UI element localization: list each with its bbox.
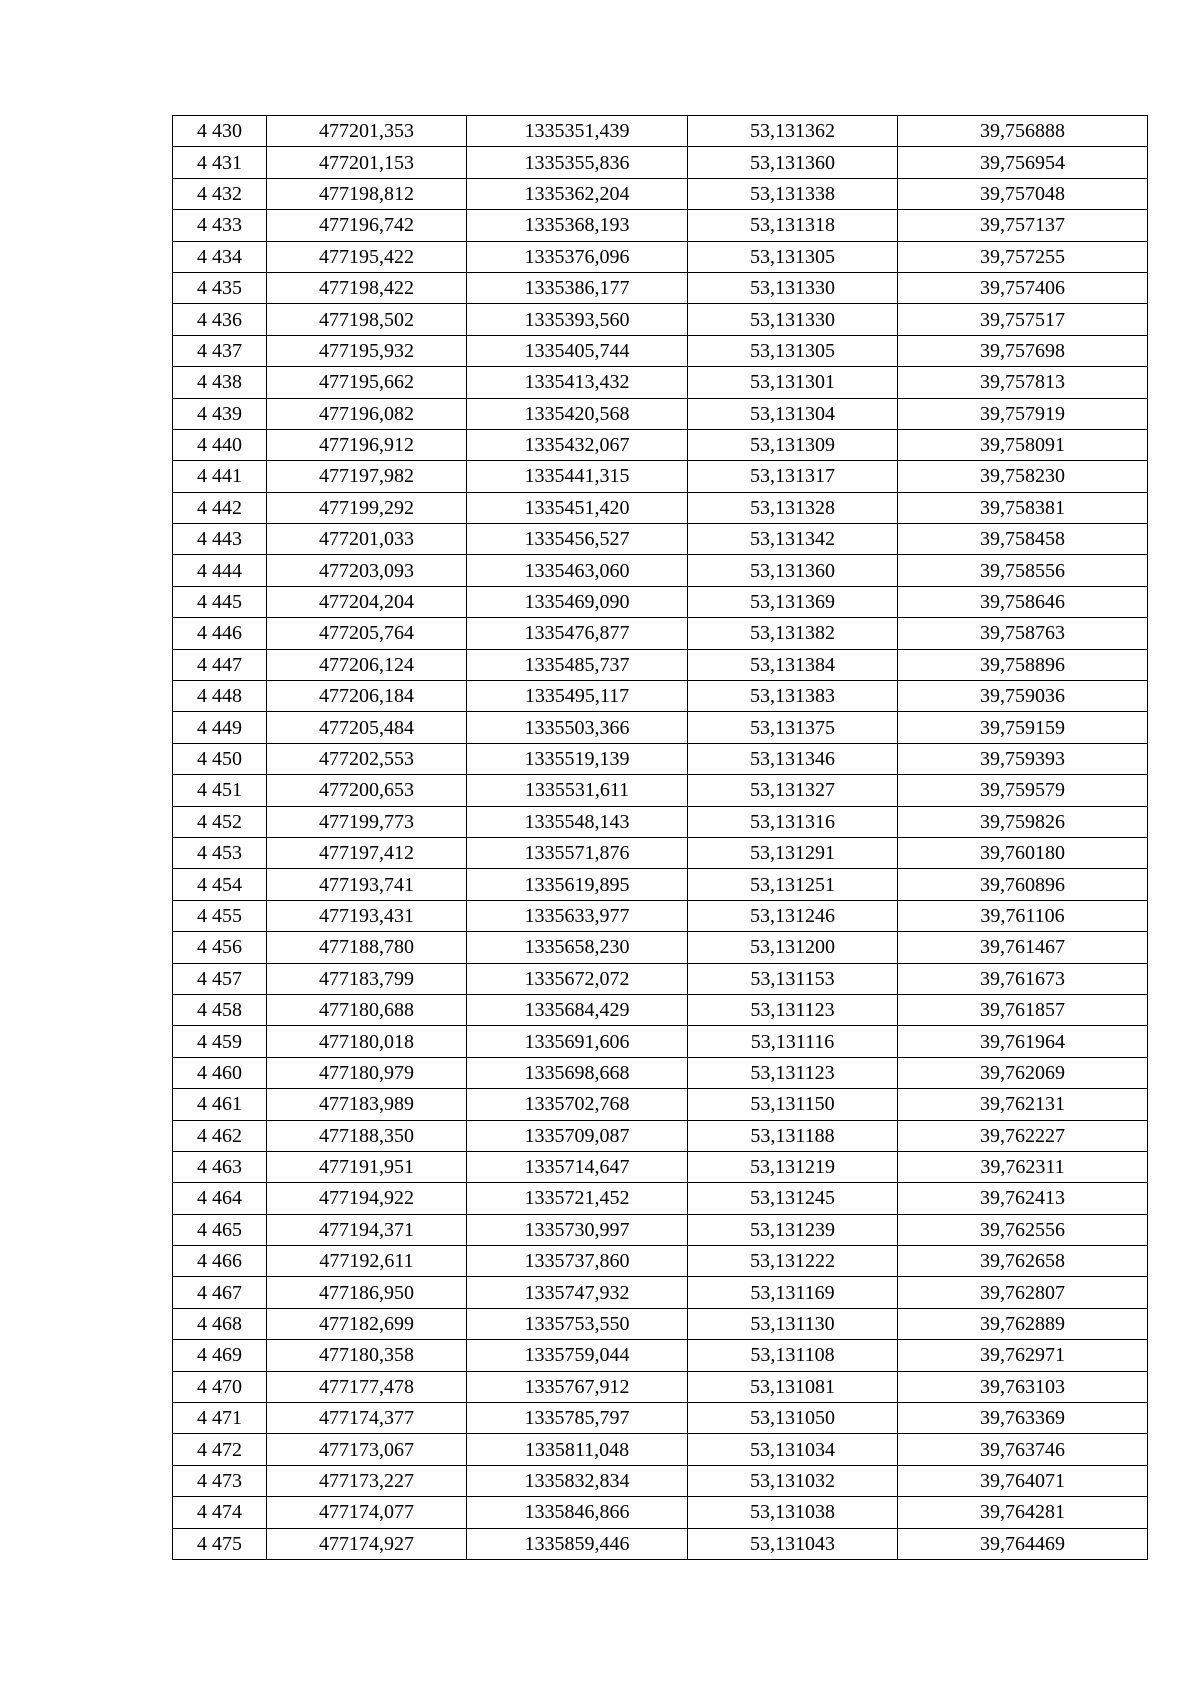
table-row (173, 1528, 1148, 1559)
x-coordinate-cell: 477198,422 (267, 272, 467, 303)
table-row (173, 1465, 1148, 1496)
latitude-cell: 53,131309 (688, 429, 898, 460)
point-number-cell: 4 449 (173, 712, 267, 743)
longitude-cell: 39,759826 (898, 806, 1148, 837)
point-number-cell: 4 450 (173, 743, 267, 774)
table-row (173, 147, 1148, 178)
table-row (173, 1277, 1148, 1308)
longitude-cell: 39,761964 (898, 1026, 1148, 1057)
table-row (173, 649, 1148, 680)
y-coordinate-cell: 1335619,895 (467, 869, 688, 900)
latitude-cell: 53,131130 (688, 1308, 898, 1339)
longitude-cell: 39,758458 (898, 524, 1148, 555)
longitude-cell: 39,763369 (898, 1403, 1148, 1434)
longitude-cell: 39,762413 (898, 1183, 1148, 1214)
y-coordinate-cell: 1335376,096 (467, 241, 688, 272)
longitude-cell: 39,761857 (898, 994, 1148, 1025)
latitude-cell: 53,131219 (688, 1151, 898, 1182)
x-coordinate-cell: 477192,611 (267, 1246, 467, 1277)
x-coordinate-cell: 477201,353 (267, 116, 467, 147)
y-coordinate-cell: 1335451,420 (467, 492, 688, 523)
point-number-cell: 4 463 (173, 1151, 267, 1182)
point-number-cell: 4 444 (173, 555, 267, 586)
longitude-cell: 39,757813 (898, 367, 1148, 398)
y-coordinate-cell: 1335485,737 (467, 649, 688, 680)
x-coordinate-cell: 477182,699 (267, 1308, 467, 1339)
longitude-cell: 39,759036 (898, 681, 1148, 712)
y-coordinate-cell: 1335432,067 (467, 429, 688, 460)
longitude-cell: 39,757517 (898, 304, 1148, 335)
point-number-cell: 4 456 (173, 932, 267, 963)
x-coordinate-cell: 477183,799 (267, 963, 467, 994)
y-coordinate-cell: 1335785,797 (467, 1403, 688, 1434)
y-coordinate-cell: 1335811,048 (467, 1434, 688, 1465)
longitude-cell: 39,756954 (898, 147, 1148, 178)
point-number-cell: 4 440 (173, 429, 267, 460)
table-row (173, 1026, 1148, 1057)
table-row (173, 1308, 1148, 1339)
latitude-cell: 53,131330 (688, 272, 898, 303)
latitude-cell: 53,131043 (688, 1528, 898, 1559)
y-coordinate-cell: 1335476,877 (467, 618, 688, 649)
table-row (173, 1057, 1148, 1088)
longitude-cell: 39,761467 (898, 932, 1148, 963)
latitude-cell: 53,131123 (688, 1057, 898, 1088)
x-coordinate-cell: 477180,979 (267, 1057, 467, 1088)
latitude-cell: 53,131150 (688, 1089, 898, 1120)
x-coordinate-cell: 477206,184 (267, 681, 467, 712)
y-coordinate-cell: 1335859,446 (467, 1528, 688, 1559)
longitude-cell: 39,762556 (898, 1214, 1148, 1245)
point-number-cell: 4 462 (173, 1120, 267, 1151)
y-coordinate-cell: 1335393,560 (467, 304, 688, 335)
point-number-cell: 4 436 (173, 304, 267, 335)
y-coordinate-cell: 1335405,744 (467, 335, 688, 366)
x-coordinate-cell: 477199,292 (267, 492, 467, 523)
x-coordinate-cell: 477198,812 (267, 178, 467, 209)
point-number-cell: 4 446 (173, 618, 267, 649)
x-coordinate-cell: 477197,412 (267, 837, 467, 868)
point-number-cell: 4 457 (173, 963, 267, 994)
longitude-cell: 39,757919 (898, 398, 1148, 429)
x-coordinate-cell: 477183,989 (267, 1089, 467, 1120)
longitude-cell: 39,756888 (898, 116, 1148, 147)
point-number-cell: 4 451 (173, 775, 267, 806)
x-coordinate-cell: 477200,653 (267, 775, 467, 806)
x-coordinate-cell: 477195,422 (267, 241, 467, 272)
y-coordinate-cell: 1335698,668 (467, 1057, 688, 1088)
y-coordinate-cell: 1335503,366 (467, 712, 688, 743)
longitude-cell: 39,757255 (898, 241, 1148, 272)
point-number-cell: 4 465 (173, 1214, 267, 1245)
table-row (173, 116, 1148, 147)
x-coordinate-cell: 477186,950 (267, 1277, 467, 1308)
table-row (173, 398, 1148, 429)
point-number-cell: 4 468 (173, 1308, 267, 1339)
point-number-cell: 4 460 (173, 1057, 267, 1088)
latitude-cell: 53,131304 (688, 398, 898, 429)
longitude-cell: 39,760180 (898, 837, 1148, 868)
latitude-cell: 53,131342 (688, 524, 898, 555)
latitude-cell: 53,131328 (688, 492, 898, 523)
x-coordinate-cell: 477188,780 (267, 932, 467, 963)
latitude-cell: 53,131246 (688, 900, 898, 931)
latitude-cell: 53,131245 (688, 1183, 898, 1214)
x-coordinate-cell: 477199,773 (267, 806, 467, 837)
longitude-cell: 39,758896 (898, 649, 1148, 680)
latitude-cell: 53,131291 (688, 837, 898, 868)
latitude-cell: 53,131108 (688, 1340, 898, 1371)
x-coordinate-cell: 477196,082 (267, 398, 467, 429)
table-row (173, 1214, 1148, 1245)
y-coordinate-cell: 1335469,090 (467, 586, 688, 617)
longitude-cell: 39,757048 (898, 178, 1148, 209)
y-coordinate-cell: 1335684,429 (467, 994, 688, 1025)
x-coordinate-cell: 477173,227 (267, 1465, 467, 1496)
table-row (173, 994, 1148, 1025)
latitude-cell: 53,131169 (688, 1277, 898, 1308)
x-coordinate-cell: 477201,153 (267, 147, 467, 178)
longitude-cell: 39,757406 (898, 272, 1148, 303)
table-row (173, 1183, 1148, 1214)
x-coordinate-cell: 477180,018 (267, 1026, 467, 1057)
point-number-cell: 4 469 (173, 1340, 267, 1371)
y-coordinate-cell: 1335368,193 (467, 210, 688, 241)
table-row (173, 304, 1148, 335)
longitude-cell: 39,758381 (898, 492, 1148, 523)
longitude-cell: 39,758556 (898, 555, 1148, 586)
table-row (173, 555, 1148, 586)
x-coordinate-cell: 477194,371 (267, 1214, 467, 1245)
latitude-cell: 53,131375 (688, 712, 898, 743)
longitude-cell: 39,762311 (898, 1151, 1148, 1182)
longitude-cell: 39,764071 (898, 1465, 1148, 1496)
longitude-cell: 39,757137 (898, 210, 1148, 241)
y-coordinate-cell: 1335691,606 (467, 1026, 688, 1057)
longitude-cell: 39,763103 (898, 1371, 1148, 1402)
y-coordinate-cell: 1335351,439 (467, 116, 688, 147)
point-number-cell: 4 471 (173, 1403, 267, 1434)
table-row (173, 806, 1148, 837)
latitude-cell: 53,131123 (688, 994, 898, 1025)
point-number-cell: 4 441 (173, 461, 267, 492)
y-coordinate-cell: 1335362,204 (467, 178, 688, 209)
x-coordinate-cell: 477174,927 (267, 1528, 467, 1559)
latitude-cell: 53,131360 (688, 555, 898, 586)
y-coordinate-cell: 1335753,550 (467, 1308, 688, 1339)
longitude-cell: 39,761673 (898, 963, 1148, 994)
x-coordinate-cell: 477180,358 (267, 1340, 467, 1371)
longitude-cell: 39,762069 (898, 1057, 1148, 1088)
latitude-cell: 53,131316 (688, 806, 898, 837)
longitude-cell: 39,758646 (898, 586, 1148, 617)
table-row (173, 429, 1148, 460)
longitude-cell: 39,759159 (898, 712, 1148, 743)
latitude-cell: 53,131081 (688, 1371, 898, 1402)
table-row (173, 272, 1148, 303)
y-coordinate-cell: 1335658,230 (467, 932, 688, 963)
x-coordinate-cell: 477198,502 (267, 304, 467, 335)
table-row (173, 1497, 1148, 1528)
x-coordinate-cell: 477177,478 (267, 1371, 467, 1402)
longitude-cell: 39,762807 (898, 1277, 1148, 1308)
x-coordinate-cell: 477174,077 (267, 1497, 467, 1528)
point-number-cell: 4 453 (173, 837, 267, 868)
table-row (173, 241, 1148, 272)
point-number-cell: 4 459 (173, 1026, 267, 1057)
y-coordinate-cell: 1335747,932 (467, 1277, 688, 1308)
longitude-cell: 39,762227 (898, 1120, 1148, 1151)
point-number-cell: 4 461 (173, 1089, 267, 1120)
latitude-cell: 53,131338 (688, 178, 898, 209)
point-number-cell: 4 473 (173, 1465, 267, 1496)
latitude-cell: 53,131038 (688, 1497, 898, 1528)
x-coordinate-cell: 477205,484 (267, 712, 467, 743)
longitude-cell: 39,762971 (898, 1340, 1148, 1371)
x-coordinate-cell: 477180,688 (267, 994, 467, 1025)
point-number-cell: 4 435 (173, 272, 267, 303)
y-coordinate-cell: 1335709,087 (467, 1120, 688, 1151)
point-number-cell: 4 439 (173, 398, 267, 429)
point-number-cell: 4 448 (173, 681, 267, 712)
longitude-cell: 39,761106 (898, 900, 1148, 931)
longitude-cell: 39,764281 (898, 1497, 1148, 1528)
y-coordinate-cell: 1335441,315 (467, 461, 688, 492)
y-coordinate-cell: 1335386,177 (467, 272, 688, 303)
latitude-cell: 53,131360 (688, 147, 898, 178)
x-coordinate-cell: 477188,350 (267, 1120, 467, 1151)
coordinates-table-body (173, 116, 1148, 1560)
latitude-cell: 53,131384 (688, 649, 898, 680)
x-coordinate-cell: 477197,982 (267, 461, 467, 492)
y-coordinate-cell: 1335531,611 (467, 775, 688, 806)
table-row (173, 1371, 1148, 1402)
y-coordinate-cell: 1335737,860 (467, 1246, 688, 1277)
latitude-cell: 53,131305 (688, 241, 898, 272)
latitude-cell: 53,131318 (688, 210, 898, 241)
y-coordinate-cell: 1335730,997 (467, 1214, 688, 1245)
longitude-cell: 39,763746 (898, 1434, 1148, 1465)
latitude-cell: 53,131301 (688, 367, 898, 398)
y-coordinate-cell: 1335672,072 (467, 963, 688, 994)
longitude-cell: 39,762889 (898, 1308, 1148, 1339)
x-coordinate-cell: 477191,951 (267, 1151, 467, 1182)
longitude-cell: 39,759579 (898, 775, 1148, 806)
x-coordinate-cell: 477193,431 (267, 900, 467, 931)
y-coordinate-cell: 1335832,834 (467, 1465, 688, 1496)
table-row (173, 837, 1148, 868)
latitude-cell: 53,131327 (688, 775, 898, 806)
latitude-cell: 53,131153 (688, 963, 898, 994)
longitude-cell: 39,758763 (898, 618, 1148, 649)
x-coordinate-cell: 477193,741 (267, 869, 467, 900)
latitude-cell: 53,131305 (688, 335, 898, 366)
point-number-cell: 4 454 (173, 869, 267, 900)
latitude-cell: 53,131251 (688, 869, 898, 900)
x-coordinate-cell: 477202,553 (267, 743, 467, 774)
y-coordinate-cell: 1335413,432 (467, 367, 688, 398)
x-coordinate-cell: 477195,932 (267, 335, 467, 366)
longitude-cell: 39,760896 (898, 869, 1148, 900)
table-row (173, 524, 1148, 555)
y-coordinate-cell: 1335571,876 (467, 837, 688, 868)
latitude-cell: 53,131382 (688, 618, 898, 649)
x-coordinate-cell: 477201,033 (267, 524, 467, 555)
point-number-cell: 4 433 (173, 210, 267, 241)
table-row (173, 869, 1148, 900)
point-number-cell: 4 467 (173, 1277, 267, 1308)
table-row (173, 932, 1148, 963)
longitude-cell: 39,758230 (898, 461, 1148, 492)
point-number-cell: 4 452 (173, 806, 267, 837)
longitude-cell: 39,757698 (898, 335, 1148, 366)
longitude-cell: 39,764469 (898, 1528, 1148, 1559)
point-number-cell: 4 447 (173, 649, 267, 680)
point-number-cell: 4 470 (173, 1371, 267, 1402)
table-row (173, 681, 1148, 712)
longitude-cell: 39,762131 (898, 1089, 1148, 1120)
y-coordinate-cell: 1335759,044 (467, 1340, 688, 1371)
latitude-cell: 53,131200 (688, 932, 898, 963)
table-row (173, 1151, 1148, 1182)
table-row (173, 461, 1148, 492)
y-coordinate-cell: 1335846,866 (467, 1497, 688, 1528)
latitude-cell: 53,131034 (688, 1434, 898, 1465)
x-coordinate-cell: 477196,912 (267, 429, 467, 460)
table-row (173, 210, 1148, 241)
point-number-cell: 4 432 (173, 178, 267, 209)
y-coordinate-cell: 1335721,452 (467, 1183, 688, 1214)
table-row (173, 492, 1148, 523)
latitude-cell: 53,131239 (688, 1214, 898, 1245)
coordinates-table (172, 115, 1148, 1560)
latitude-cell: 53,131362 (688, 116, 898, 147)
x-coordinate-cell: 477173,067 (267, 1434, 467, 1465)
latitude-cell: 53,131032 (688, 1465, 898, 1496)
latitude-cell: 53,131330 (688, 304, 898, 335)
latitude-cell: 53,131188 (688, 1120, 898, 1151)
y-coordinate-cell: 1335633,977 (467, 900, 688, 931)
point-number-cell: 4 455 (173, 900, 267, 931)
table-row (173, 963, 1148, 994)
table-row (173, 1434, 1148, 1465)
y-coordinate-cell: 1335463,060 (467, 555, 688, 586)
x-coordinate-cell: 477174,377 (267, 1403, 467, 1434)
table-row (173, 618, 1148, 649)
point-number-cell: 4 434 (173, 241, 267, 272)
y-coordinate-cell: 1335548,143 (467, 806, 688, 837)
point-number-cell: 4 458 (173, 994, 267, 1025)
longitude-cell: 39,758091 (898, 429, 1148, 460)
latitude-cell: 53,131116 (688, 1026, 898, 1057)
x-coordinate-cell: 477195,662 (267, 367, 467, 398)
point-number-cell: 4 442 (173, 492, 267, 523)
latitude-cell: 53,131317 (688, 461, 898, 492)
table-row (173, 743, 1148, 774)
table-row (173, 900, 1148, 931)
table-row (173, 178, 1148, 209)
table-row (173, 775, 1148, 806)
table-row (173, 367, 1148, 398)
y-coordinate-cell: 1335420,568 (467, 398, 688, 429)
y-coordinate-cell: 1335714,647 (467, 1151, 688, 1182)
x-coordinate-cell: 477204,204 (267, 586, 467, 617)
table-row (173, 1340, 1148, 1371)
point-number-cell: 4 464 (173, 1183, 267, 1214)
latitude-cell: 53,131222 (688, 1246, 898, 1277)
table-row (173, 712, 1148, 743)
longitude-cell: 39,762658 (898, 1246, 1148, 1277)
latitude-cell: 53,131383 (688, 681, 898, 712)
point-number-cell: 4 445 (173, 586, 267, 617)
y-coordinate-cell: 1335495,117 (467, 681, 688, 712)
x-coordinate-cell: 477203,093 (267, 555, 467, 586)
x-coordinate-cell: 477194,922 (267, 1183, 467, 1214)
y-coordinate-cell: 1335519,139 (467, 743, 688, 774)
point-number-cell: 4 466 (173, 1246, 267, 1277)
point-number-cell: 4 437 (173, 335, 267, 366)
table-row (173, 1120, 1148, 1151)
point-number-cell: 4 474 (173, 1497, 267, 1528)
point-number-cell: 4 472 (173, 1434, 267, 1465)
y-coordinate-cell: 1335767,912 (467, 1371, 688, 1402)
table-row (173, 1246, 1148, 1277)
longitude-cell: 39,759393 (898, 743, 1148, 774)
latitude-cell: 53,131346 (688, 743, 898, 774)
table-row (173, 1403, 1148, 1434)
latitude-cell: 53,131050 (688, 1403, 898, 1434)
table-row (173, 335, 1148, 366)
x-coordinate-cell: 477196,742 (267, 210, 467, 241)
point-number-cell: 4 443 (173, 524, 267, 555)
point-number-cell: 4 475 (173, 1528, 267, 1559)
latitude-cell: 53,131369 (688, 586, 898, 617)
y-coordinate-cell: 1335702,768 (467, 1089, 688, 1120)
x-coordinate-cell: 477206,124 (267, 649, 467, 680)
point-number-cell: 4 431 (173, 147, 267, 178)
y-coordinate-cell: 1335355,836 (467, 147, 688, 178)
y-coordinate-cell: 1335456,527 (467, 524, 688, 555)
point-number-cell: 4 438 (173, 367, 267, 398)
point-number-cell: 4 430 (173, 116, 267, 147)
x-coordinate-cell: 477205,764 (267, 618, 467, 649)
table-row (173, 1089, 1148, 1120)
table-row (173, 586, 1148, 617)
